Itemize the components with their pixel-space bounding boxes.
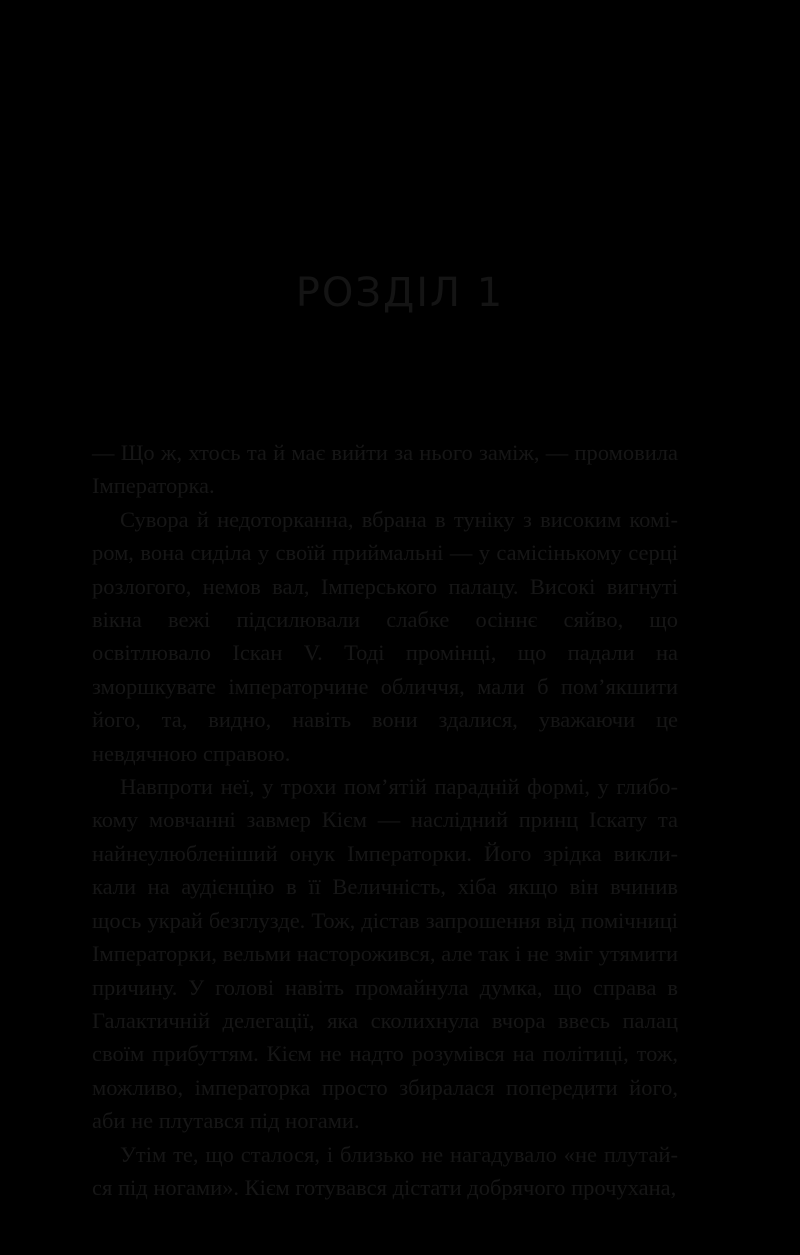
chapter-body-text	[92, 436, 678, 1204]
paragraph-1: — Що ж, хтось та й має вийти за нього заміж, — промовила Імператорка.	[92, 440, 678, 499]
paragraph-2: Сувора й недоторканна, вбрана в туніку з високим коміром, вона сиділа у своїй приймальні — у самісінькому серці розлогого, немов вал, Імперського палацу. Високі вигнуті вікна вежі підсилювали слабке осіннє сяйво, що освітлювало Іскан V. Тоді промінці, що падали на зморшкувате імператорчине обличчя, мали б пом’якшити його, та, видно, навіть вони здалися, уважаючи це невдячною справою.	[92, 506, 678, 766]
paragraph-4: Утім те, що сталося, і близько не нагадувало «не плутайся під ногами». Кієм готувався дістати добрячого прочухана,	[92, 1141, 678, 1200]
paragraph-3: Навпроти неї, у трохи пом’ятій парадній формі, у глибокому мовчанні завмер Кієм — наслідний принц Іскату та найнеулюбленіший онук Імператорки. Його зрідка викликали на аудієнцію в її Величність, хіба якщо він вчинив щось украй безглузде. Тож, дістав запрошення від помічниці Імператорки, вельми насторожився, але так і не зміг утямити причину. У голові навіть промайнула думка, що справа в Галактичній делегації, яка сколихнула вчора ввесь палац своїм прибуттям. Кієм не надто розумівся на політиці, тож, можливо, імператорка просто збиралася попередити його, аби не плутався під ногами.	[92, 774, 678, 1134]
chapter-title: РОЗДІЛ 1	[295, 270, 505, 316]
